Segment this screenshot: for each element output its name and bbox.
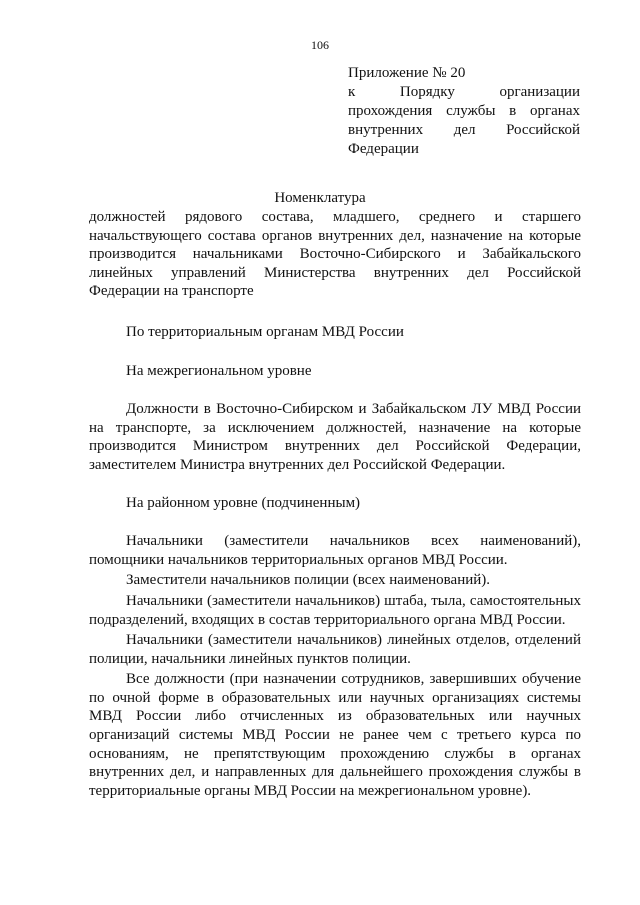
document-title: Номенклатура	[274, 190, 366, 206]
appendix-line: Федерации	[348, 141, 419, 157]
document-subtitle: должностей рядового состава, младшего, среднего и старшего начальствующего состава органов внутренних дел, назначение на которые производится начальниками Восточно-Сибирского и Забайкальского линейных управлений Министерства внутренних дел Российской Федерации на транспорте	[89, 209, 581, 300]
district-item: Начальники (заместители начальников) штаба, тыла, самостоятельных подразделений, входящих в состав территориального органа МВД России.	[89, 592, 581, 628]
document-body	[89, 208, 581, 800]
appendix-line: Приложение № 20	[348, 65, 466, 81]
appendix-line: внутренних дел Российской	[348, 122, 580, 138]
district-item: Начальники (заместители начальников) линейных отделов, отделений полиции, начальники линейных пунктов полиции.	[89, 632, 581, 667]
district-item: Заместители начальников полиции (всех наименований).	[126, 572, 491, 589]
appendix-header	[348, 64, 580, 159]
appendix-line: прохождения службы в органах	[348, 103, 580, 119]
district-item: Начальники (заместители начальников всех наименований), помощники начальников территориальных органов МВД России.	[89, 533, 581, 568]
district-item: Все должности (при назначении сотрудников, завершивших обучение по очной форме в образовательных или научных организациях системы МВД России либо отчисленных из образовательных или научных организаций системы МВД России не ранее чем с третьего курса по основаниям, не препятствующим прохождению службы в органах внутренних дел, и направленных для дальнейшего прохождения службы в территориальные органы МВД России на межрегиональном уровне).	[89, 671, 581, 799]
interregional-paragraph: Должности в Восточно-Сибирском и Забайкальском ЛУ МВД России на транспорте, за исключением должностей, назначение на которые производится Министром внутренних дел Российской Федерации, заместителем Министра внутренних дел Российской Федерации.	[89, 401, 581, 473]
section-heading-interregional: На межрегиональном уровне	[126, 362, 312, 379]
section-heading-district: На районном уровне (подчиненным)	[126, 494, 361, 511]
page-number: 106	[311, 38, 329, 52]
section-heading-territorial: По территориальным органам МВД России	[126, 323, 404, 340]
appendix-line: к Порядку организации	[348, 84, 580, 100]
